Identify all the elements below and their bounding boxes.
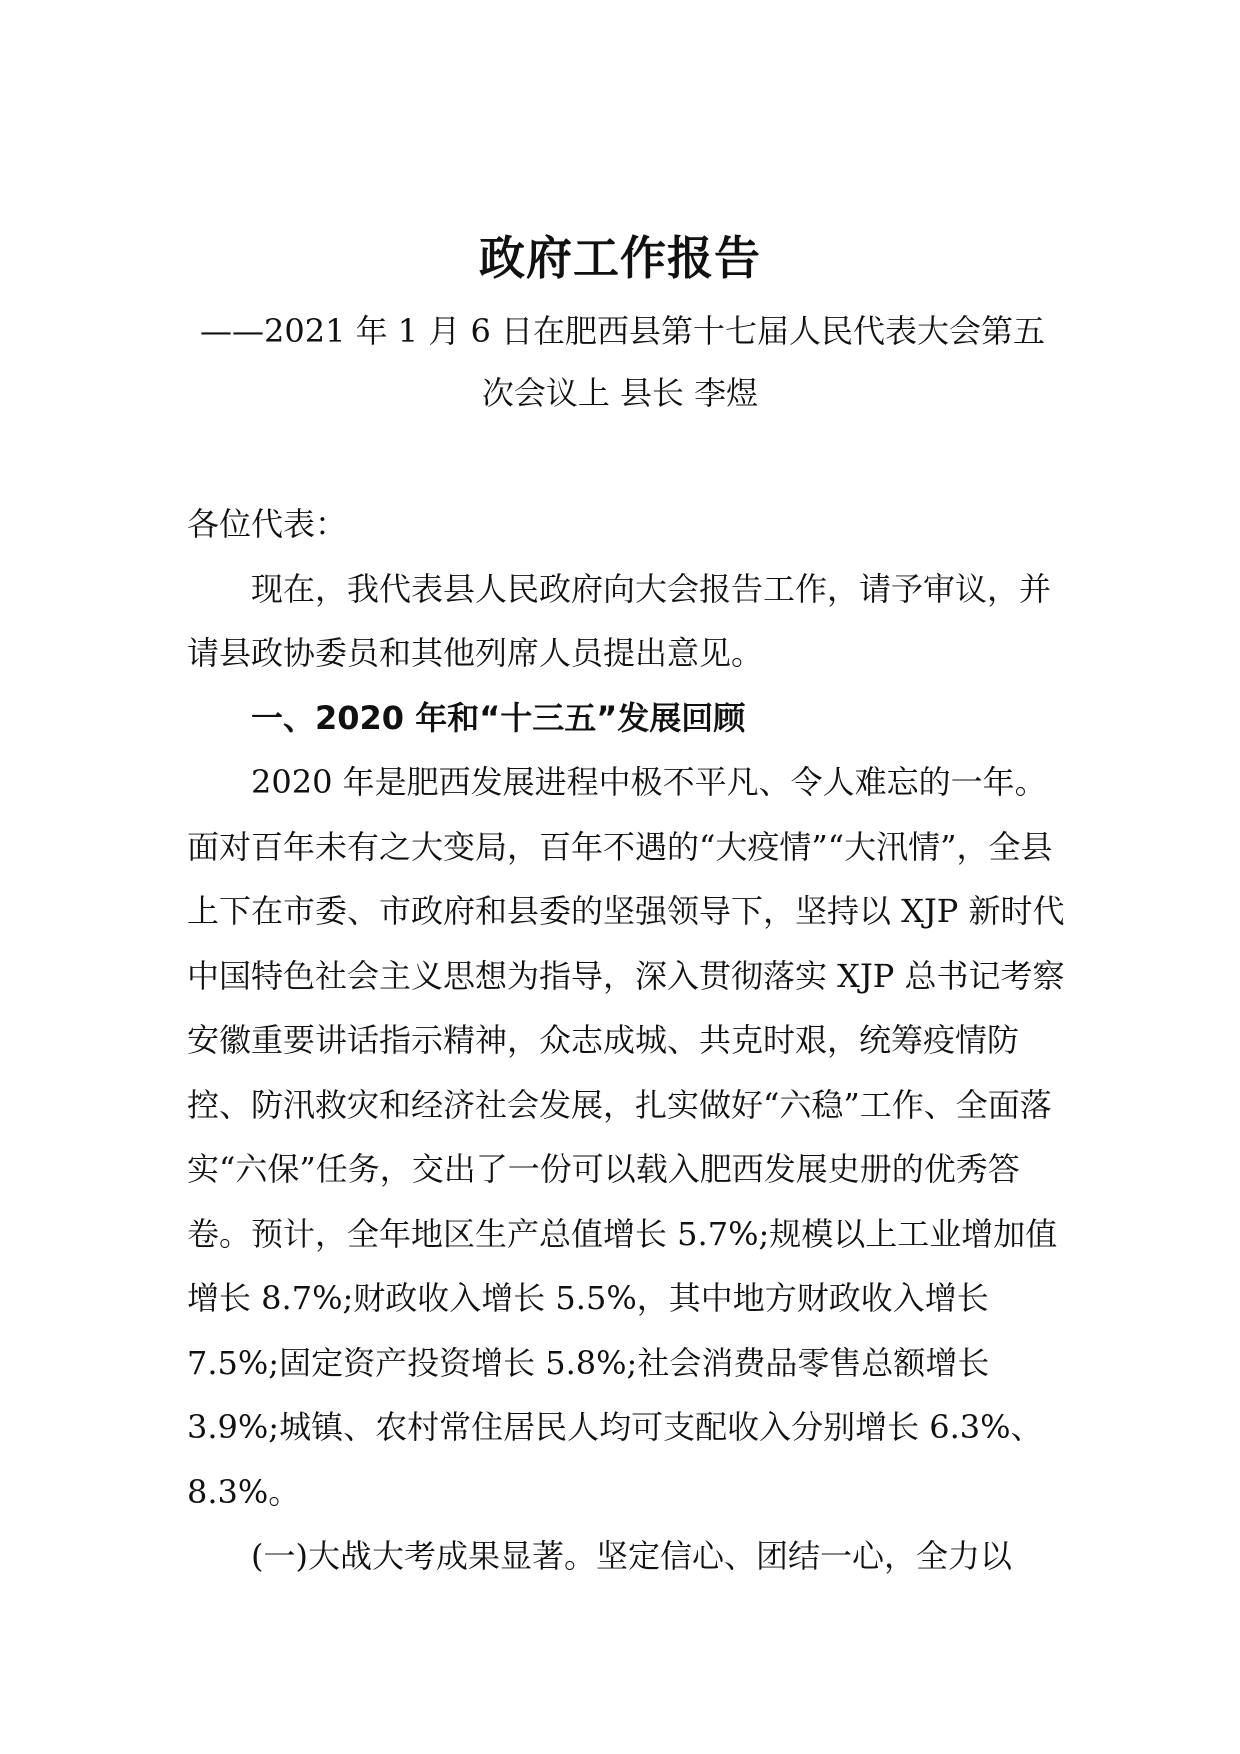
salutation: 各位代表： — [187, 505, 348, 543]
document-subtitle — [200, 300, 1046, 424]
body-paragraph: (一)大战大考成果显著。坚定信心、团结一心，全力以 — [251, 1537, 1012, 1575]
document-title: 政府工作报告 — [479, 231, 761, 285]
document-body — [187, 492, 1067, 1589]
subtitle-line-2: 次会议上 县长 李煜 — [481, 374, 759, 412]
body-paragraph: 现在，我代表县人民政府向大会报告工作，请予审议，并请县政协委员和其他列席人员提出意见。 — [187, 569, 1052, 672]
body-paragraph: 2020 年是肥西发展进程中极不平凡、令人难忘的一年。面对百年未有之大变局，百年不遇的“大疫情”“大汛情”，全县上下在市委、市政府和县委的坚强领导下，坚持以 XJP 新时代中国特色社会主义思想为指导，深入贯彻落实 XJP 总书记考察安徽重要讲话指示精神，众志成城、共克时艰，统筹疫情防控、防汛救灾和经济社会发展，扎实做好“六稳”工作、全面落实“六保”任务，交出了一份可以载入肥西发展史册的优秀答卷。预计，全年地区生产总值增长 5.7%;规模以上工业增加值增长 8.7%;财政收入增长 5.5%，其中地方财政收入增长 7.5%;固定资产投资增长 5.8%;社会消费品零售总额增长 3.9%;城镇、农村常住居民人均可支配收入分别增长 6.3%、8.3%。 — [187, 763, 1065, 1511]
section-heading: 一、2020 年和“十三五”发展回顾 — [251, 698, 746, 737]
subtitle-line-1: ——2021 年 1 月 6 日在肥西县第十七届人民代表大会第五 — [200, 312, 1046, 350]
